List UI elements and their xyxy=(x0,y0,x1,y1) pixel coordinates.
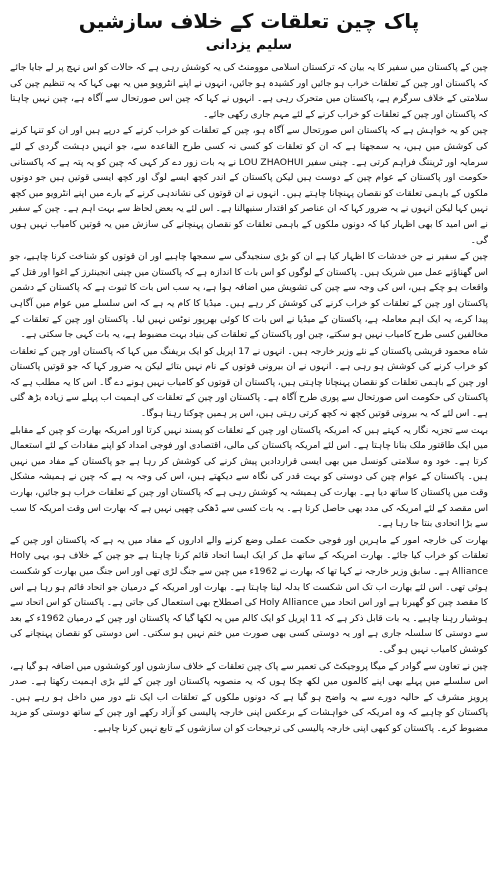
author-byline: سلیم یزدانی xyxy=(205,37,293,53)
article-title: پاک چین تعلقات کے خلاف سازشیں xyxy=(78,9,420,33)
article-body xyxy=(10,60,488,737)
paragraph-4: شاہ محمود قریشی پاکستان کے نئے وزیر خارجہ ہیں۔ انہوں نے 17 اپریل کو ایک بریفنگ میں کہا کہ پاکستان اور چین کے تعلقات کو خراب کرنے کی کوشش ہو رہی ہے۔ انہوں نے ان بیرونی قوتوں کے نام نہیں بتائے لیکن یہ ضرور کہا کہ جو قوتیں پاکستان اور چین کے باہمی تعلقات کو نقصان پہنچانا چاہتی ہیں، پاکستان ان قوتوں کو کامیاب نہیں ہونے دے گا۔ اس کا یہ مطلب ہے کہ پاکستان کی حکومت اس صورتحال سے پوری طرح آگاہ ہے۔ پاکستان اور چین کے تعلقات کی اہمیت اب پہلے سے زیادہ بڑھ گئی ہے۔ اس لئے کہ یہ بیرونی قوتیں کچھ نہ کچھ کرتی رہتی ہیں، اس پر ہمیں چوکنا رہنا ہوگا۔ xyxy=(10,345,488,420)
paragraph-5: بہت سے تجزیہ نگار یہ کہتے ہیں کہ امریکہ پاکستان اور چین کے تعلقات کو پسند نہیں کرتا اور امریکہ بھارت کو چین کے مقابلے میں ایک طاقتور ملک بنانا چاہتا ہے۔ اس لئے امریکہ پاکستان کی مالی، اقتصادی اور فوجی امداد کو اپنے مفادات کے لئے استعمال کرتا ہے۔ خود وہ سلامتی کونسل میں بھی ایسی قراردادیں پیش کرنے کی کوشش کر رہا ہے جو پاکستان کے مفاد میں نہیں ہیں۔ پاکستان کے عوام چین کی دوستی کو بہت قدر کی نگاہ سے دیکھتے ہیں، اس کی وجہ یہ ہے کہ چین نے ہمیشہ مشکل وقت میں پاکستان کا ساتھ دیا ہے۔ بھارت کی ہمیشہ یہ کوشش رہی ہے کہ پاکستان اور چین کے تعلقات خراب ہو جائیں، بھارت اس مقصد کے لئے امریکہ کی مدد بھی حاصل کرتا ہے۔ یہ بات کسی سے ڈھکی چھپی نہیں ہے کہ بھارت اس وقت امریکہ کا سب سے بڑا اتحادی بنتا جا رہا ہے۔ xyxy=(10,424,488,530)
paragraph-6: بھارت کی خارجہ امور کے ماہرین اور فوجی حکمت عملی وضع کرنے والے اداروں کے مفاد میں یہ ہے کہ پاکستان اور چین کے تعلقات کو خراب کیا جائے۔ بھارت امریکہ کے ساتھ مل کر ایک ایسا اتحاد قائم کرنا چاہتا ہے جو چین کے خلاف ہو، یہی Holy Alliance ہے۔ سابق وزیر خارجہ نے کہا تھا کہ بھارت نے 1962ء میں چین سے جنگ لڑی تھی اور اس جنگ میں بھارت کو شکست ہوئی تھی۔ اس لئے بھارت اب تک اس شکست کا بدلہ لینا چاہتا ہے۔ بھارت اور امریکہ کے درمیان جو اتحاد قائم ہو رہا ہے اس کا مقصد چین کو گھیرنا ہے اور اس اتحاد میں Holy Alliance کی اصطلاح بھی استعمال کی جاتی ہے۔ پاکستان کو اس اتحاد سے ہوشیار رہنا چاہیے۔ یہ بات قابل ذکر ہے کہ 11 اپریل کو ایک کالم میں یہ لکھا گیا کہ پاکستان اور چین کے درمیان 1962ء کے بعد سے دوستی کا سلسلہ جاری ہے اور یہ دوستی کسی بھی صورت میں ختم نہیں ہو سکتی۔ اس دوستی کو نقصان پہنچانے کی کوشش کامیاب نہیں ہو گی۔ xyxy=(10,534,489,655)
paragraph-1: چین کے پاکستان میں سفیر کا یہ بیان کہ ترکستان اسلامی موومنٹ کی یہ کوشش رہی ہے کہ حالات کو اس نہج پر لے جایا جائے کہ پاکستان اور چین کے تعلقات خراب ہو جائیں اور کشیدہ ہو جائیں، انہوں نے اپنے انٹرویو میں یہ بھی کہا کہ یہ تنظیم چین کی سلامتی کے خلاف سرگرم ہے، پاکستان میں متحرک رہی ہے۔ انہوں نے کہا کہ چین اس صورتحال سے آگاہ ہے، چین نہیں چاہتا کہ پاکستان اور چین کے تعلقات کو خراب کرنے کے لئے مہم جاری رکھی جائے۔ xyxy=(10,62,488,120)
paragraph-3: چین کے سفیر نے جن خدشات کا اظہار کیا ہے ان کو بڑی سنجیدگی سے سمجھا چاہیے اور ان قوتوں کو شناخت کرنا چاہیے، جو اس گھناؤنے عمل میں شریک ہیں۔ پاکستان کے لوگوں کو اس بات کا اندازہ ہے کہ پاکستان میں چینی انجینئرز کے اغوا اور قتل کے واقعات ہو چکے ہیں، اس کی وجہ سے چین کی تشویش میں اضافہ ہوا ہے، یہ سب اس بات کا ثبوت ہے کہ پاکستان کے دشمن پاکستان اور چین کے تعلقات کو خراب کرنے کی کوشش کر رہے ہیں۔ میڈیا کا کام یہ ہے کہ اس سلسلے میں عوام میں آگاہی پیدا کرے، یہ ایک اہم معاملہ ہے، پاکستان کے میڈیا نے اس بات کا کوئی بھرپور نوٹس نہیں لیا۔ پاکستان اور چین کے تعلقات کے مخالفین کسی طرح کامیاب نہیں ہو سکتے، چین اور پاکستان کے تعلقات کی بنیاد بہت مضبوط ہے، یہ بات کہی جا سکتی ہے۔ xyxy=(10,251,488,341)
paragraph-2: چین کو یہ خواہش ہے کہ پاکستان اس صورتحال سے آگاہ ہو، چین کے تعلقات کو خراب کرنے کے درپے ہیں اور ان کو تنہا کرنے کی کوشش میں ہیں، یہ سمجھتا ہے کہ ان کو تعلقات کو کسی نہ کسی طرح القاعدہ سے، جو انہیں دہشت گردی کے لئے سرمایہ اور ٹریننگ فراہم کرتی ہے۔ چینی سفیر LOU ZHAOHUI نے یہ بات زور دے کر کہی کہ چین کو یہ پتہ ہے کہ پاکستانی حکومت اور پاکستان کے عوام چین کے دوست ہیں لیکن پاکستان کے اندر کچھ ایسے لوگ اور کچھ ایسی قوتیں ہیں جو دونوں ملکوں کے باہمی تعلقات کو نقصان پہنچانا چاہتے ہیں۔ انہوں نے ان قوتوں کی نشاندہی کرنے کے بارے میں اپنے انٹرویو میں کچھ نہیں کہا لیکن انہوں نے یہ ضرور کہا کہ ان عناصر کو اقتدار سنبھالنا ہے۔ اس لئے یہ بعض لحاظ سے بہت اہم ہے۔ چین کے سفیر نے اس امید کا بھی اظہار کیا کہ دونوں ملکوں کے باہمی تعلقات کو نقصان پہنچانے کی سازش میں یہ قوتیں کامیاب نہیں ہوں گی۔ xyxy=(10,125,489,246)
paragraph-7: چین نے تعاون سے گوادر کے میگا پروجیکٹ کی تعمیر سے پاک چین تعلقات کے خلاف سازشوں اور کوششوں میں اضافہ ہو گیا ہے، اس سلسلے میں پہلے بھی اپنے کالموں میں لکھ چکا ہوں کہ یہ منصوبہ پاکستان اور چین کے لئے بڑی اہمیت رکھتا ہے۔ صدر پرویز مشرف کے حالیہ دورے سے یہ واضح ہو گیا ہے کہ دونوں ملکوں کے تعلقات اب ایک نئے دور میں داخل ہو رہے ہیں۔ پاکستان کو چاہیے کہ وہ امریکہ کی خواہشات کے برعکس اپنی خارجہ پالیسی کو آزاد رکھے اور چین کے ساتھ دوستی کو مزید مضبوط کرے۔ پاکستان کو کبھی اپنی خارجہ پالیسی کی ترجیحات کو ان سازشوں کے تابع نہیں کرنا چاہیے۔ xyxy=(10,660,488,734)
